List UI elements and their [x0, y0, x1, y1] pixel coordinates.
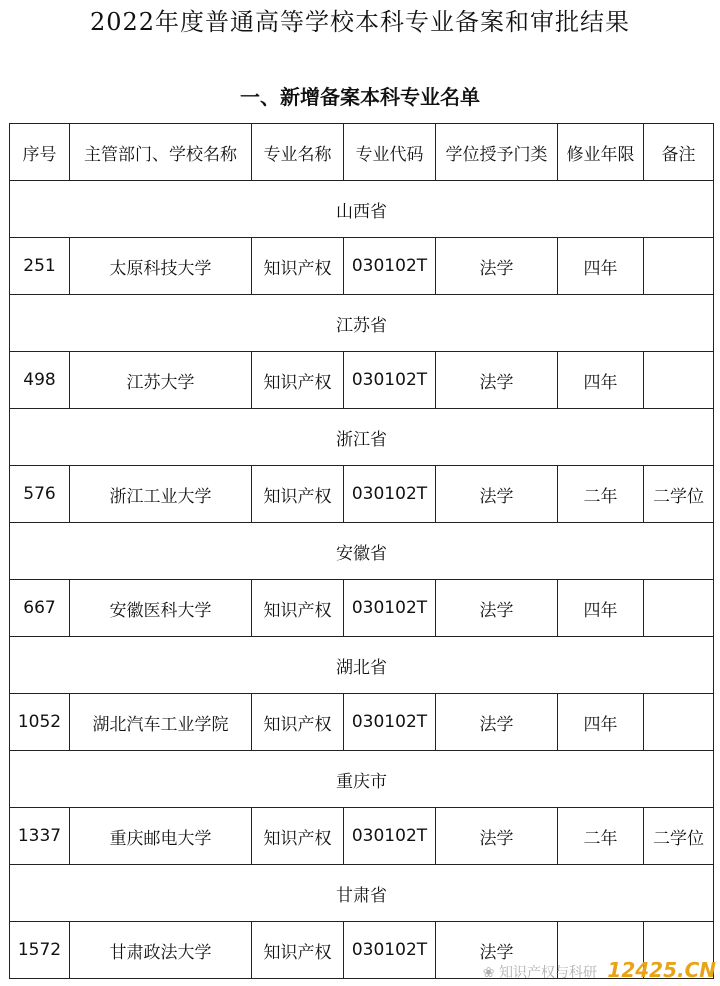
cell-degree: 法学 [436, 238, 558, 295]
cell-note [644, 238, 714, 295]
watermark-site: 12425.CN [607, 958, 716, 982]
cell-code: 030102T [344, 922, 436, 979]
cell-no: 576 [10, 466, 70, 523]
col-header-major: 专业名称 [252, 124, 344, 181]
cell-note: 二学位 [644, 466, 714, 523]
table-row [10, 466, 714, 523]
province-row [10, 295, 714, 352]
cell-years: 四年 [558, 694, 644, 751]
cell-no: 1052 [10, 694, 70, 751]
cell-no: 1572 [10, 922, 70, 979]
cell-school: 太原科技大学 [70, 238, 252, 295]
province-row [10, 523, 714, 580]
cell-code: 030102T [344, 352, 436, 409]
cell-school: 江苏大学 [70, 352, 252, 409]
cell-school: 安徽医科大学 [70, 580, 252, 637]
wechat-icon: ❀ [482, 965, 495, 981]
province-row [10, 751, 714, 808]
cell-years: 二年 [558, 466, 644, 523]
cell-years: 四年 [558, 580, 644, 637]
province-name: 湖北省 [10, 637, 714, 694]
cell-years: 四年 [558, 352, 644, 409]
cell-major: 知识产权 [252, 352, 344, 409]
province-name: 浙江省 [10, 409, 714, 466]
cell-major: 知识产权 [252, 580, 344, 637]
province-row [10, 409, 714, 466]
watermark [483, 958, 716, 982]
cell-code: 030102T [344, 808, 436, 865]
cell-degree: 法学 [436, 580, 558, 637]
col-header-years: 修业年限 [558, 124, 644, 181]
province-row [10, 865, 714, 922]
table-row [10, 808, 714, 865]
cell-major: 知识产权 [252, 694, 344, 751]
cell-no: 667 [10, 580, 70, 637]
cell-degree: 法学 [436, 352, 558, 409]
cell-major: 知识产权 [252, 808, 344, 865]
cell-major: 知识产权 [252, 922, 344, 979]
col-header-school: 主管部门、学校名称 [70, 124, 252, 181]
cell-school: 湖北汽车工业学院 [70, 694, 252, 751]
cell-code: 030102T [344, 580, 436, 637]
cell-degree: 法学 [436, 922, 558, 979]
cell-no: 498 [10, 352, 70, 409]
cell-code: 030102T [344, 694, 436, 751]
document-title: 2022年度普通高等学校本科专业备案和审批结果 [89, 8, 631, 36]
cell-note [644, 352, 714, 409]
cell-degree: 法学 [436, 466, 558, 523]
col-header-code: 专业代码 [344, 124, 436, 181]
province-name: 山西省 [10, 181, 714, 238]
table-row [10, 238, 714, 295]
province-row [10, 181, 714, 238]
cell-major: 知识产权 [252, 238, 344, 295]
cell-note [644, 580, 714, 637]
cell-no: 1337 [10, 808, 70, 865]
cell-note: 二学位 [644, 808, 714, 865]
province-row [10, 637, 714, 694]
cell-degree: 法学 [436, 694, 558, 751]
table-header-row [10, 124, 714, 181]
province-name: 甘肃省 [10, 865, 714, 922]
cell-years: 二年 [558, 808, 644, 865]
col-header-degree: 学位授予门类 [436, 124, 558, 181]
cell-years: 四年 [558, 238, 644, 295]
cell-major: 知识产权 [252, 466, 344, 523]
col-header-note: 备注 [644, 124, 714, 181]
cell-degree: 法学 [436, 808, 558, 865]
cell-school: 重庆邮电大学 [70, 808, 252, 865]
table-row [10, 352, 714, 409]
table-row [10, 580, 714, 637]
province-name: 重庆市 [10, 751, 714, 808]
province-name: 江苏省 [10, 295, 714, 352]
cell-code: 030102T [344, 466, 436, 523]
cell-school: 甘肃政法大学 [70, 922, 252, 979]
cell-school: 浙江工业大学 [70, 466, 252, 523]
watermark-text: 知识产权与科研 [498, 965, 597, 981]
province-name: 安徽省 [10, 523, 714, 580]
major-list-table [9, 123, 714, 979]
cell-code: 030102T [344, 238, 436, 295]
col-header-no: 序号 [10, 124, 70, 181]
section-subtitle: 一、新增备案本科专业名单 [240, 85, 480, 109]
cell-note [644, 694, 714, 751]
cell-no: 251 [10, 238, 70, 295]
table-row [10, 694, 714, 751]
